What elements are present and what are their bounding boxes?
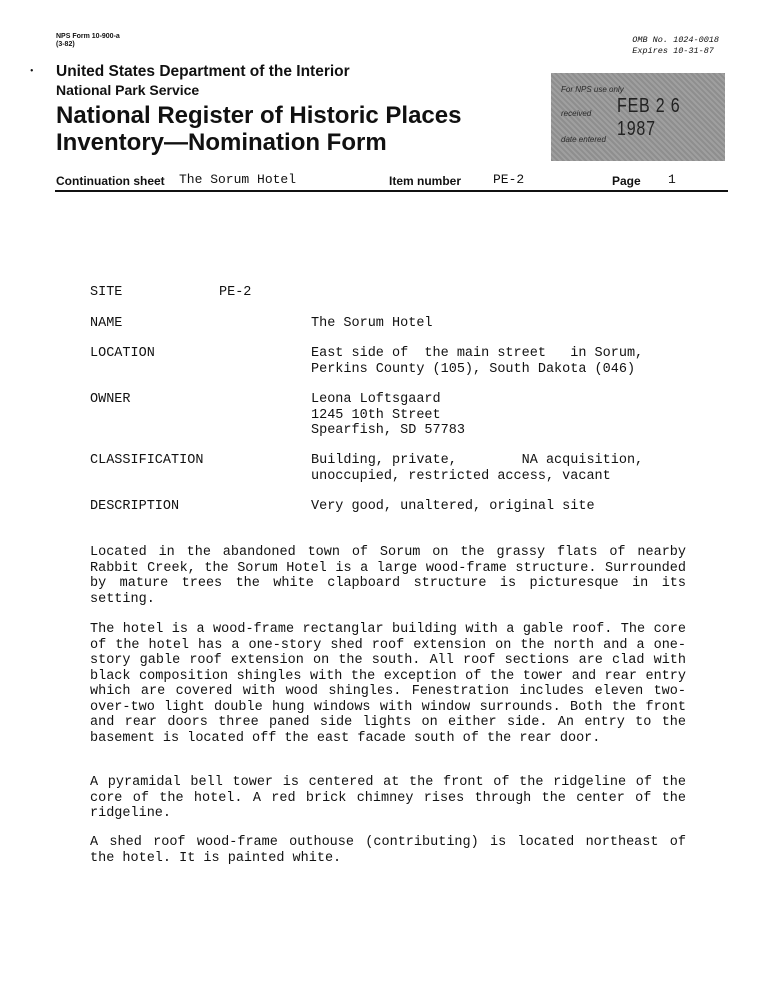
item-number-value: PE-2 (493, 172, 525, 187)
name-value: The Sorum Hotel (311, 316, 433, 331)
stamp-date-entered-label: date entered (561, 135, 606, 144)
item-number-label: Item number (389, 174, 462, 188)
agency-name: National Park Service (56, 82, 200, 98)
agency-block (56, 63, 350, 99)
location-line: East side of the main street in Sorum, (311, 346, 644, 361)
classification-line: Building, private, NA acquisition, (311, 453, 644, 468)
owner-label: OWNER (90, 392, 131, 407)
owner-city: Spearfish, SD 57783 (311, 423, 465, 438)
form-number: NPS Form 10-900-a (56, 33, 120, 40)
continuation-sheet-label: Continuation sheet (56, 174, 165, 188)
page-label: Page (612, 174, 641, 188)
site-value: PE-2 (219, 285, 252, 300)
name-label: NAME (90, 316, 123, 331)
form-identifier (56, 33, 120, 49)
owner-street: 1245 10th Street (311, 407, 441, 423)
owner-value (311, 392, 691, 439)
stamp-date: FEB 2 6 1987 (617, 95, 681, 140)
form-title (56, 102, 461, 156)
description-label: DESCRIPTION (90, 499, 180, 514)
department-name: United States Department of the Interior (56, 63, 350, 80)
omb-expires: Expires 10-31-87 (632, 46, 714, 56)
paragraph-setting: Located in the abandoned town of Sorum on the grassy flats of nearby Rabbit Creek, the Sorum Hotel is a large wood-frame structure. Surrounded by mature trees the white clapboard structure is picturesque in its setting. (90, 545, 686, 607)
form-title-line1: National Register of Historic Places (56, 102, 462, 129)
classification-label: CLASSIFICATION (90, 453, 204, 468)
stamp-nps-use: For NPS use only (561, 85, 624, 94)
continuation-row (56, 172, 728, 192)
owner-name: Leona Loftsgaard (311, 392, 441, 407)
paragraph-bell-tower: A pyramidal bell tower is centered at the front of the ridgeline of the core of the hotel. A red brick chimney rises through the center of the ridgeline. (90, 775, 686, 821)
stamp-received-label: received (561, 109, 592, 118)
paragraph-structure: The hotel is a wood-frame rectanglar building with a gable roof. The core of the hotel has a one-story shed roof extension on the north and a one-story gable roof extension on the south. All roof sections are clad with black composition shingles with the exception of the tower and rear entry which are covered with wood shingles. Fenestration includes eleven two-over-two light double hung windows with window surrounds. Both the front and rear doors three paned side lights on either side. An entry to the basement is located off the east facade south of the rear door. (90, 622, 686, 746)
continuation-sheet-value: The Sorum Hotel (179, 172, 297, 187)
omb-info (632, 35, 719, 57)
classification-line: unoccupied, restricted access, vacant (311, 468, 611, 484)
header-rule (55, 190, 728, 192)
site-label: SITE (90, 285, 123, 300)
location-label: LOCATION (90, 346, 155, 361)
description-value: Very good, unaltered, original site (311, 499, 595, 514)
classification-value (311, 453, 691, 484)
paragraph-outhouse: A shed roof wood-frame outhouse (contributing) is located northeast of the hotel. It is painted white. (90, 835, 686, 866)
location-line: Perkins County (105), South Dakota (046) (311, 361, 636, 377)
received-stamp (551, 73, 725, 161)
omb-number: OMB No. 1024-0018 (632, 35, 719, 45)
form-title-line2: Inventory—Nomination Form (56, 129, 387, 156)
page-value: 1 (668, 172, 676, 187)
form-date: (3-82) (56, 41, 75, 48)
margin-mark: • (30, 66, 34, 77)
location-value (311, 346, 691, 377)
